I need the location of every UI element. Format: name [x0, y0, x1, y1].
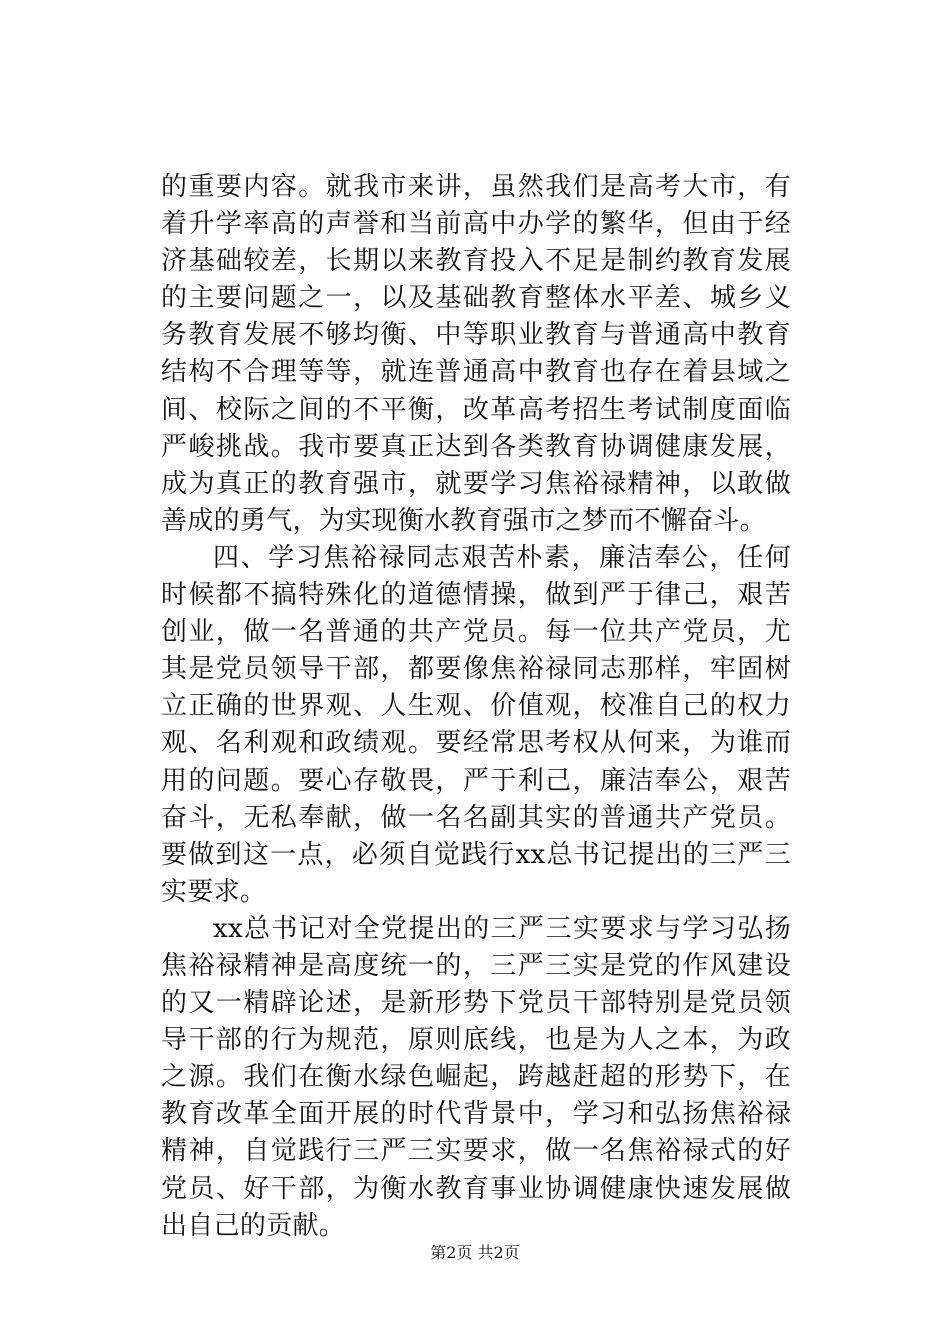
paragraph-continuation: 的重要内容。就我市来讲，虽然我们是高考大市，有着升学率高的声誉和当前高中办学的繁华，但由于经济基础较差，长期以来教育投入不足是制约教育发展的主要问题之一，以及基础教育整体水平差、城乡义务教育发展不够均衡、中等职业教育与普通高中教育结构不合理等等，就连普通高中教育也存在着县域之间、校际之间的不平衡，改革高考招生考试制度面临严峻挑战。我市要真正达到各类教育协调健康发展，成为真正的教育强市，就要学习焦裕禄精神，以敢做善成的勇气，为实现衡水教育强市之梦而不懈奋斗。 — [161, 172, 791, 536]
document-body — [161, 169, 791, 1245]
page-number-footer: 第2页 共2页 — [430, 1243, 520, 1262]
paragraph-conclusion: xx总书记对全党提出的三严三实要求与学习弘扬焦裕禄精神是高度统一的，三严三实是党的作风建设的又一精辟论述，是新形势下党员干部特别是党员领导干部的行为规范，原则底线，也是为人之本，为政之源。我们在衡水绿色崛起，跨越赶超的形势下，在教育改革全面开展的时代背景中，学习和弘扬焦裕禄精神，自觉践行三严三实要求，做一名焦裕禄式的好党员、好干部，为衡水教育事业协调健康快速发展做出自己的贡献。 — [161, 913, 791, 1241]
paragraph-section-four: 四、学习焦裕禄同志艰苦朴素，廉洁奉公，任何时候都不搞特殊化的道德情操，做到严于律己，艰苦创业，做一名普通的共产党员。每一位共产党员，尤其是党员领导干部，都要像焦裕禄同志那样，牢固树立正确的世界观、人生观、价值观，校准自己的权力观、名利观和政绩观。要经常思考权从何来，为谁而用的问题。要心存敬畏，严于利己，廉洁奉公，艰苦奋斗，无私奉献，做一名名副其实的普通共产党员。要做到这一点，必须自觉践行xx总书记提出的三严三实要求。 — [161, 542, 791, 907]
